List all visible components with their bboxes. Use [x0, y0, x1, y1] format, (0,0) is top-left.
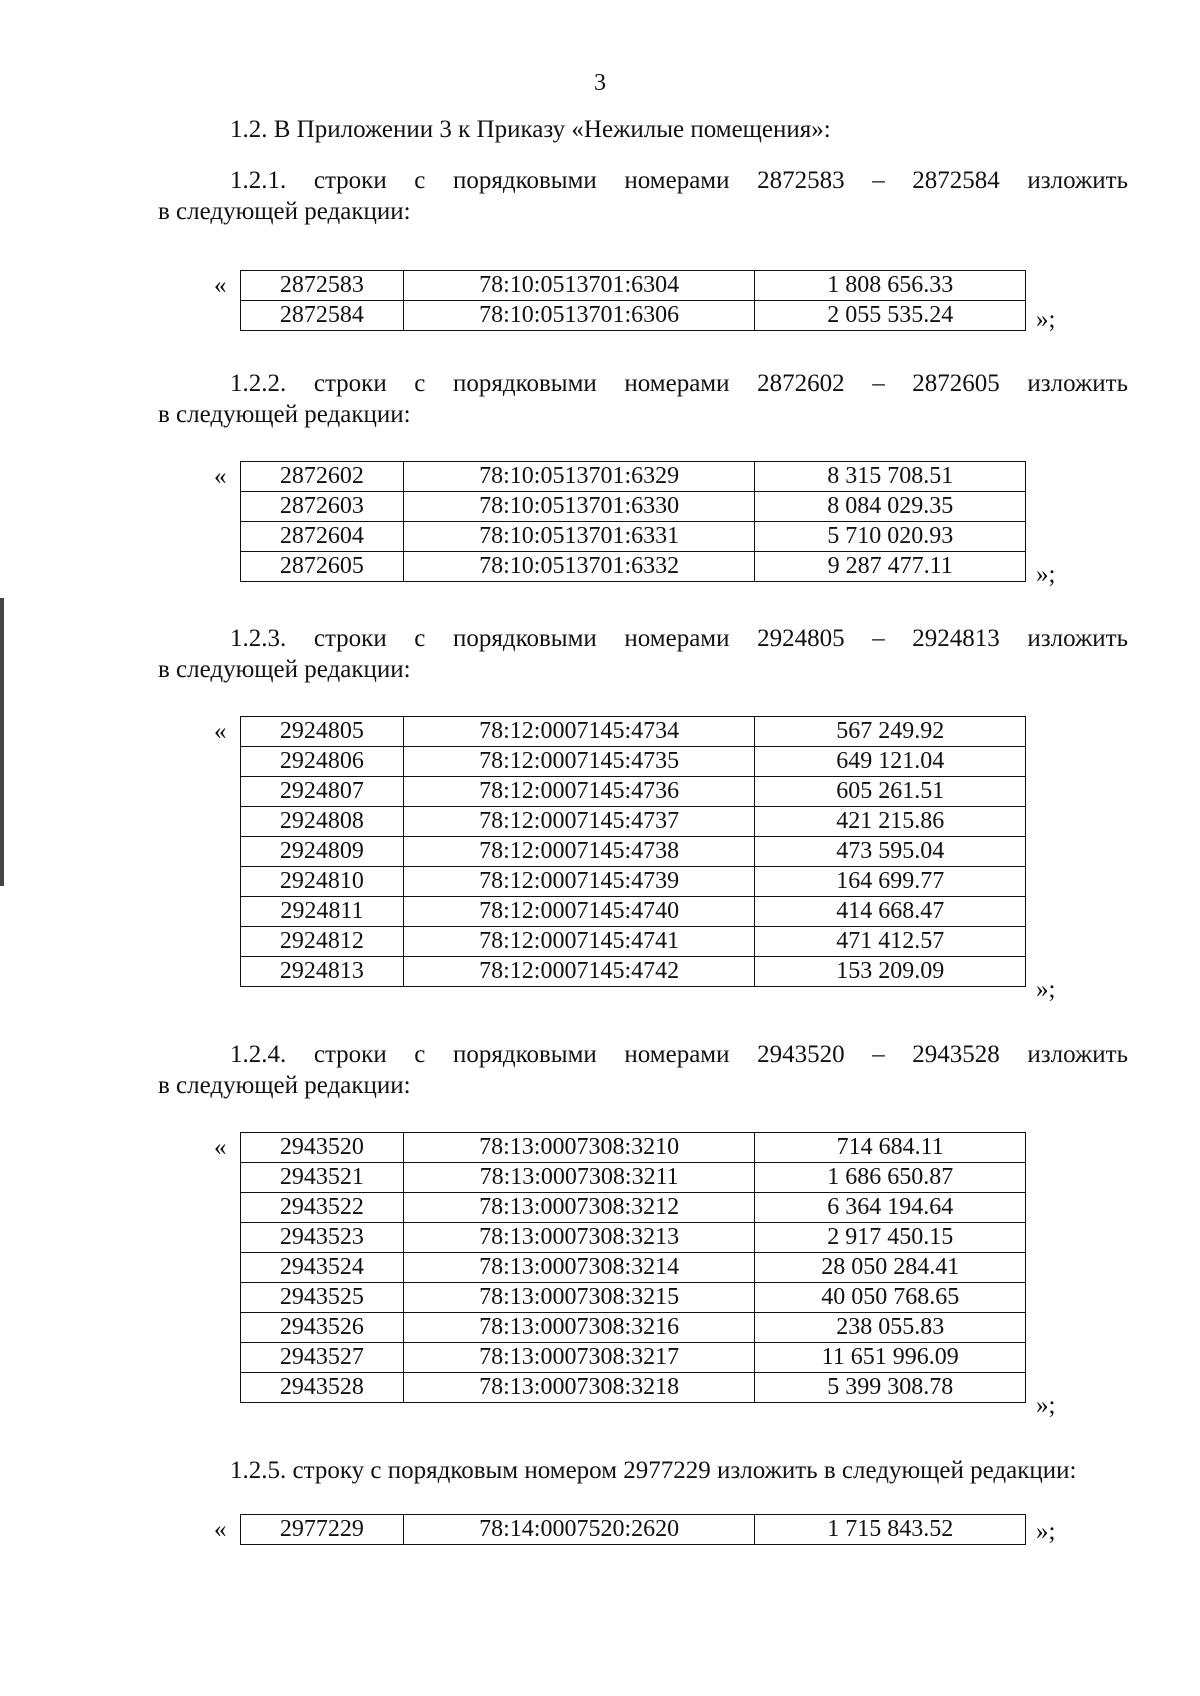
row-number-cell: 2924811 — [241, 897, 404, 927]
value-cell: 2 917 450.15 — [755, 1223, 1026, 1253]
paragraph-line: 1.2.2. строки с порядковыми номерами 2872602 – 2872605 изложить — [230, 370, 1128, 397]
table-row — [241, 552, 1026, 582]
cadastral-number-cell: 78:12:0007145:4735 — [403, 747, 755, 777]
cadastral-number-cell: 78:13:0007308:3215 — [403, 1283, 755, 1313]
value-cell: 8 315 708.51 — [755, 462, 1026, 492]
value-cell: 153 209.09 — [755, 957, 1026, 987]
table-row — [241, 747, 1026, 777]
row-number-cell: 2872583 — [241, 271, 404, 301]
cadastral-number-cell: 78:10:0513701:6332 — [403, 552, 755, 582]
cadastral-number-cell: 78:12:0007145:4734 — [403, 717, 755, 747]
cadastral-number-cell: 78:13:0007308:3214 — [403, 1253, 755, 1283]
row-number-cell: 2977229 — [241, 1515, 404, 1545]
cadastral-number-cell: 78:10:0513701:6330 — [403, 492, 755, 522]
table-row — [241, 1343, 1026, 1373]
row-number-cell: 2943527 — [241, 1343, 404, 1373]
row-number-cell: 2943528 — [241, 1373, 404, 1403]
cadastral-number-cell: 78:14:0007520:2620 — [403, 1515, 755, 1545]
value-cell: 28 050 284.41 — [755, 1253, 1026, 1283]
table-row — [241, 301, 1026, 331]
row-number-cell: 2943520 — [241, 1133, 404, 1163]
cadastral-number-cell: 78:13:0007308:3213 — [403, 1223, 755, 1253]
row-number-cell: 2943526 — [241, 1313, 404, 1343]
cadastral-number-cell: 78:12:0007145:4737 — [403, 807, 755, 837]
cadastral-number-cell: 78:13:0007308:3210 — [403, 1133, 755, 1163]
row-number-cell: 2872602 — [241, 462, 404, 492]
cadastral-number-cell: 78:13:0007308:3218 — [403, 1373, 755, 1403]
value-cell: 1 715 843.52 — [755, 1515, 1026, 1545]
value-cell: 6 364 194.64 — [755, 1193, 1026, 1223]
closing-quote: »; — [1036, 1392, 1056, 1419]
row-number-cell: 2872584 — [241, 301, 404, 331]
table-row — [241, 837, 1026, 867]
section-paragraph — [158, 1039, 1128, 1101]
table-row — [241, 927, 1026, 957]
cadastral-number-cell: 78:10:0513701:6306 — [403, 301, 755, 331]
table-row — [241, 1133, 1026, 1163]
paragraph-line: 1.2.1. строки с порядковыми номерами 2872583 – 2872584 изложить — [230, 167, 1128, 194]
table-row — [241, 522, 1026, 552]
cadastral-number-cell: 78:12:0007145:4741 — [403, 927, 755, 957]
table-row — [241, 717, 1026, 747]
table-row — [241, 271, 1026, 301]
value-cell: 5 710 020.93 — [755, 522, 1026, 552]
cadastral-number-cell: 78:13:0007308:3217 — [403, 1343, 755, 1373]
page-number: 3 — [594, 70, 606, 96]
value-cell: 1 808 656.33 — [755, 271, 1026, 301]
value-cell: 2 055 535.24 — [755, 301, 1026, 331]
value-cell: 40 050 768.65 — [755, 1283, 1026, 1313]
value-cell: 473 595.04 — [755, 837, 1026, 867]
table-row — [241, 492, 1026, 522]
cadastral-number-cell: 78:12:0007145:4738 — [403, 837, 755, 867]
row-number-cell: 2943525 — [241, 1283, 404, 1313]
section-paragraph — [158, 1455, 1128, 1486]
table-row — [241, 1373, 1026, 1403]
value-cell: 8 084 029.35 — [755, 492, 1026, 522]
cadastral-number-cell: 78:10:0513701:6331 — [403, 522, 755, 552]
row-number-cell: 2924813 — [241, 957, 404, 987]
opening-quote: « — [214, 1516, 227, 1543]
table-row — [241, 1283, 1026, 1313]
data-table — [240, 461, 1026, 582]
paragraph-line: в следующей редакции: — [158, 1072, 411, 1099]
value-cell: 5 399 308.78 — [755, 1373, 1026, 1403]
table-row — [241, 1253, 1026, 1283]
table-row — [241, 957, 1026, 987]
table-row — [241, 1163, 1026, 1193]
row-number-cell: 2943524 — [241, 1253, 404, 1283]
cadastral-number-cell: 78:13:0007308:3211 — [403, 1163, 755, 1193]
opening-quote: « — [214, 463, 227, 490]
section-heading: 1.2. В Приложении 3 к Приказу «Нежилые помещения»: — [230, 116, 831, 143]
table-row — [241, 777, 1026, 807]
data-table — [240, 716, 1026, 987]
value-cell: 164 699.77 — [755, 867, 1026, 897]
cadastral-number-cell: 78:13:0007308:3216 — [403, 1313, 755, 1343]
cadastral-number-cell: 78:10:0513701:6329 — [403, 462, 755, 492]
table-row — [241, 462, 1026, 492]
opening-quote: « — [214, 718, 227, 745]
table-row — [241, 1515, 1026, 1545]
closing-quote: »; — [1036, 976, 1056, 1003]
paragraph-line: в следующей редакции: — [158, 198, 411, 225]
cadastral-number-cell: 78:12:0007145:4742 — [403, 957, 755, 987]
row-number-cell: 2872604 — [241, 522, 404, 552]
row-number-cell: 2872605 — [241, 552, 404, 582]
table-row — [241, 867, 1026, 897]
paragraph-line: 1.2.3. строки с порядковыми номерами 2924805 – 2924813 изложить — [230, 625, 1128, 652]
value-cell: 238 055.83 — [755, 1313, 1026, 1343]
row-number-cell: 2943522 — [241, 1193, 404, 1223]
value-cell: 1 686 650.87 — [755, 1163, 1026, 1193]
row-number-cell: 2943523 — [241, 1223, 404, 1253]
closing-quote: »; — [1036, 1518, 1056, 1545]
value-cell: 567 249.92 — [755, 717, 1026, 747]
data-table — [240, 270, 1026, 331]
scan-edge-mark — [0, 598, 4, 886]
paragraph-line: в следующей редакции: — [158, 656, 411, 683]
row-number-cell: 2943521 — [241, 1163, 404, 1193]
value-cell: 605 261.51 — [755, 777, 1026, 807]
opening-quote: « — [214, 1134, 227, 1161]
section-paragraph — [158, 623, 1128, 685]
table-row — [241, 1193, 1026, 1223]
row-number-cell: 2924807 — [241, 777, 404, 807]
paragraph-line: в следующей редакции: — [158, 401, 411, 428]
row-number-cell: 2924812 — [241, 927, 404, 957]
row-number-cell: 2924809 — [241, 837, 404, 867]
paragraph-line: 1.2.5. строку с порядковым номером 2977229 изложить в следующей редакции: — [230, 1457, 1077, 1484]
data-table — [240, 1132, 1026, 1403]
table-row — [241, 807, 1026, 837]
paragraph-line: 1.2.4. строки с порядковыми номерами 2943520 – 2943528 изложить — [230, 1041, 1128, 1068]
cadastral-number-cell: 78:12:0007145:4736 — [403, 777, 755, 807]
data-table — [240, 1514, 1026, 1545]
row-number-cell: 2924810 — [241, 867, 404, 897]
section-paragraph — [158, 368, 1128, 430]
table-row — [241, 1313, 1026, 1343]
row-number-cell: 2924806 — [241, 747, 404, 777]
row-number-cell: 2924805 — [241, 717, 404, 747]
cadastral-number-cell: 78:10:0513701:6304 — [403, 271, 755, 301]
cadastral-number-cell: 78:13:0007308:3212 — [403, 1193, 755, 1223]
value-cell: 714 684.11 — [755, 1133, 1026, 1163]
value-cell: 649 121.04 — [755, 747, 1026, 777]
value-cell: 11 651 996.09 — [755, 1343, 1026, 1373]
opening-quote: « — [214, 272, 227, 299]
table-row — [241, 897, 1026, 927]
cadastral-number-cell: 78:12:0007145:4739 — [403, 867, 755, 897]
value-cell: 9 287 477.11 — [755, 552, 1026, 582]
row-number-cell: 2924808 — [241, 807, 404, 837]
section-paragraph — [158, 165, 1128, 227]
value-cell: 471 412.57 — [755, 927, 1026, 957]
value-cell: 421 215.86 — [755, 807, 1026, 837]
value-cell: 414 668.47 — [755, 897, 1026, 927]
closing-quote: »; — [1036, 561, 1056, 588]
cadastral-number-cell: 78:12:0007145:4740 — [403, 897, 755, 927]
row-number-cell: 2872603 — [241, 492, 404, 522]
closing-quote: »; — [1036, 306, 1056, 333]
table-row — [241, 1223, 1026, 1253]
